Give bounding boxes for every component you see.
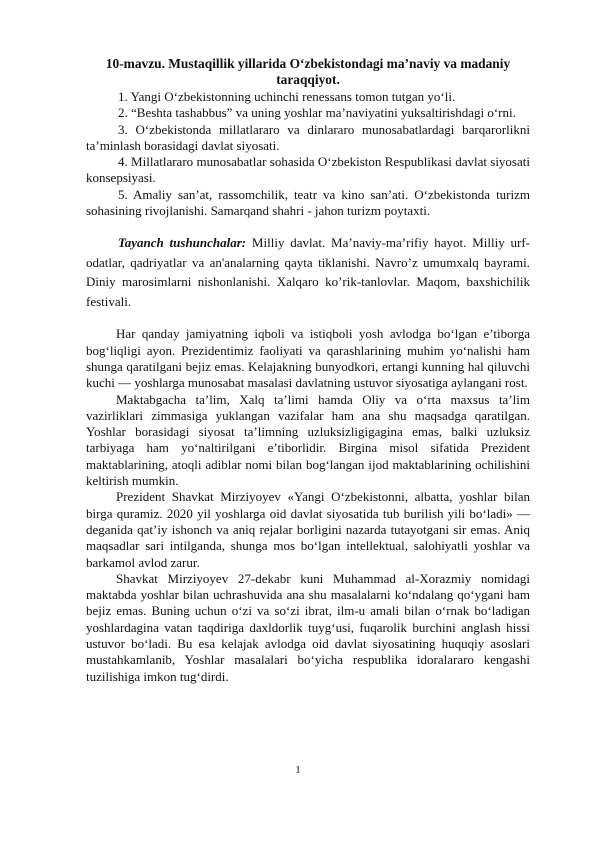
plan-item: 3. O‘zbekistonda millatlararo va dinlararo munosabatlardagi barqarorlikni ta’minlash borasidagi davlat siyosati. [86,121,530,153]
plan-item: 4. Millatlararo munosabatlar sohasida O‘zbekiston Respublikasi davlat siyosati konsepsiyasi. [86,154,530,186]
plan-item: 1. Yangi O‘zbekistonning uchinchi renessans tomon tutgan yo‘li. [118,89,456,104]
key-concepts-text: Milliy davlat. Ma’naviy-ma’rifiy hayot. Milliy urf-odatlar, qadriyatlar va an'analarning qayta tiklanishi. Navro’z umumxalq bayrami. Diniy marosimlarni nishonlanishi. Xalqaro ko’rik-tanlovlar. Maqom, baxshichilik festivali. [86,235,531,309]
topic-title: 10-mavzu. Mustaqillik yillarida O‘zbekistondagi ma’naviy va madaniy taraqqiyot. [105,56,511,87]
key-concepts [86,233,530,311]
page-content [86,56,530,685]
body-paragraph: Shavkat Mirziyoyev 27-dekabr kuni Muhammad al-Xorazmiy nomidagi maktabda yoshlar bilan uchrashuvida ana shu masalalarni ko‘ndalang qo‘ygani ham bejiz emas. Buning uchun o‘zi va so‘zi ibrat, ilm-u amali bilan o‘rnak bo‘ladigan yoshlardagina vatan taqdiriga daxldorlik tuyg‘usi, fuqarolik burchini anglash hissi ustuvor bo‘ladi. Bu esa kelajak avlodga oid davlat siyosatining huquqiy asoslari mustahkamlanib, Yoshlar masalalari bo‘yicha respublika idoralararo kengashi tuzilishiga imkon tug‘dirdi. [86,570,530,684]
body-paragraph: Har qanday jamiyatning iqboli va istiqboli yosh avlodga bo‘lgan e’tiborga bog‘liqligi ayon. Prezidentimiz faoliyati va qarashlarining muhim yo‘nalishi ham shunga qaratilgani bejiz emas. Kelajakning bunyodkori, ertangi kunning hal qiluvchi kuchi — yoshlarga munosabat masalasi davlatning ustuvor siyosatiga aylangani rost. [86,326,530,391]
key-concepts-label: Tayanch tushunchalar: [118,235,247,251]
plan-item: 5. Amaliy san’at, rassomchilik, teatr va kino san’ati. O‘zbekistonda turizm sohasining rivojlanishi. Samarqand shahri - jahon turizm poytaxti. [86,186,530,219]
plan-item: 2. “Beshta tashabbus” va uning yoshlar ma’naviyatini yuksaltirishdagi o‘rni. [118,105,516,121]
page-number: 1 [295,764,301,776]
body-text [86,326,530,685]
body-paragraph: Prezident Shavkat Mirziyoyev «Yangi O‘zbekistonni, albatta, yoshlar bilan birga quramiz. 2020 yil yoshlarga oid davlat siyosatida tub burilish yili bo‘ladi» — deganida qat’iy ishonch va aniq rejalar borligini nazarda tutayotgani sir emas. Aniq maqsadlar sari intilganda, shunga mos bo‘lgan intellektual, salohiyatli yoshlar va barkamol avlod zarur. [86,489,530,570]
body-paragraph: Maktabgacha ta’lim, Xalq ta’limi hamda Oliy va o‘rta maxsus ta’lim vazirliklari zimmasiga yuklangan vazifalar ham ana shu maqsadga qaratilgan. Yoshlar borasidagi siyosat ta’limning uzluksizligigagina emas, balki uzluksiz tarbiyaga ham yo‘naltirilgani e’tiborlidir. Birgina misol sifatida Prezident maktablarining, atoqli adiblar nomi bilan bog‘langan ijod maktablarining ochilishini keltirish mumkin. [86,391,530,489]
topic-plan [86,89,530,219]
